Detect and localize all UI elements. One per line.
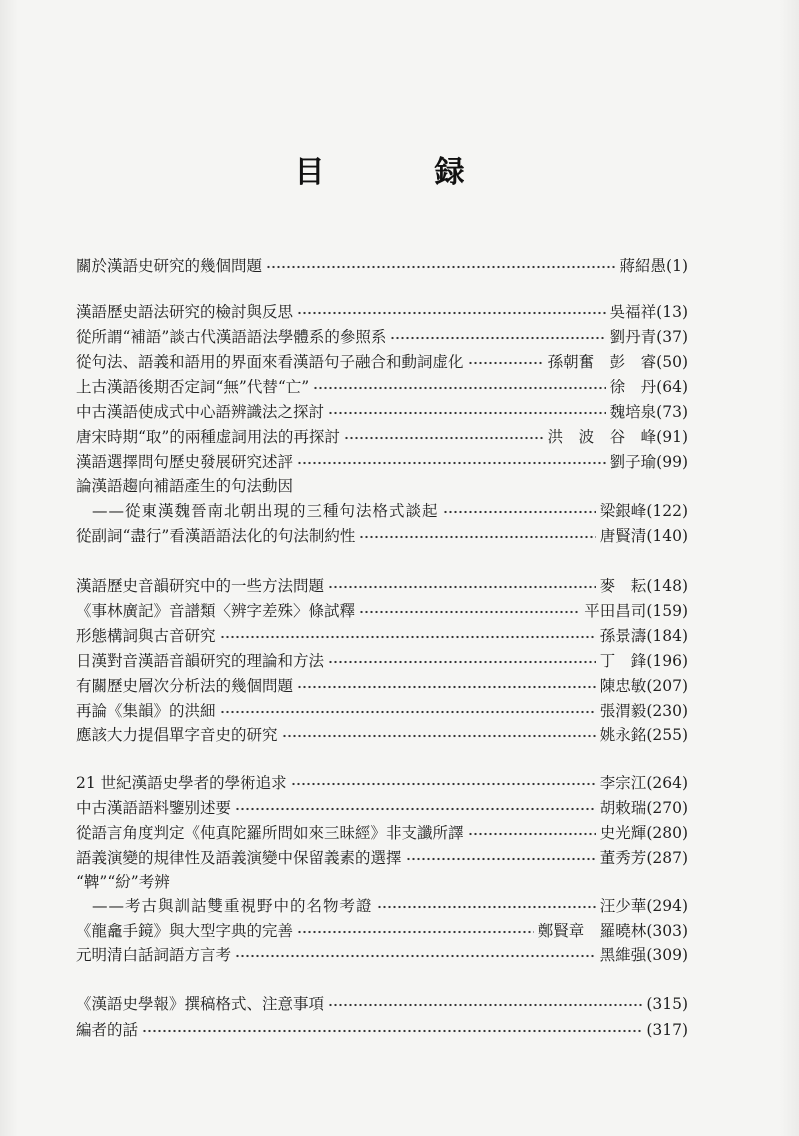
entry-title: 唐宋時期“取”的兩種虚詞用法的再探討 [76,428,340,446]
entry-title: 漢語選擇問句歷史發展研究述評 [76,453,294,471]
dot-leader [406,856,596,862]
dot-leader [297,310,606,316]
entry-author: 孫朝奮 彭 睿 [547,353,657,371]
dot-leader [297,929,534,935]
toc-entry[interactable] [76,647,688,671]
entry-author: 董秀芳 [599,849,647,867]
entry-author: 劉丹青 [609,328,657,346]
entry-author: 唐賢清 [599,527,647,545]
entry-title: 日漢對音漢語音韻研究的理論和方法 [76,652,325,670]
entry-subtitle: ——考古與訓詁雙重視野中的名物考證 [92,897,373,915]
entry-page: (64) [656,378,688,396]
entry-author: 吳福祥 [609,303,657,321]
entry-page: (309) [646,946,688,964]
dot-leader [282,733,596,739]
entry-page: (99) [656,453,688,471]
dot-leader [266,264,616,270]
entry-title: 《龍龕手鏡》與大型字典的完善 [76,922,294,940]
entry-subtitle: ——從東漢魏晉南北朝出現的三種句法格式談起 [92,502,439,520]
entry-title: 中古漢語語料鑒别述要 [76,799,232,817]
entry-author: 魏培泉 [609,403,657,421]
dot-leader [297,460,606,466]
dot-leader [443,509,596,515]
entry-title: 應該大力提倡單字音史的研究 [76,726,278,744]
entry-page: (140) [646,527,688,545]
dot-leader [468,831,596,837]
entry-author: 鄭賢章 羅曉林 [537,922,647,940]
entry-page: (207) [646,677,688,695]
entry-title: 從所謂“補語”談古代漢語語法學體系的參照系 [76,328,387,346]
toc-entry[interactable] [76,423,688,447]
toc-entry[interactable] [76,769,688,793]
dot-leader [344,435,544,441]
toc-entry[interactable] [76,990,688,1014]
dot-leader [235,806,596,812]
entry-title: 上古漢語後期否定詞“無”代替“亡” [76,378,310,396]
entry-title: 從語言角度判定《伅真陀羅所問如來三昧經》非支讖所譯 [76,824,464,842]
toc-entry[interactable] [76,472,688,496]
entry-author: 史光輝 [599,824,647,842]
entry-page: (50) [656,353,688,371]
entry-author: 洪 波 谷 峰 [547,428,657,446]
toc-entry[interactable] [76,572,688,596]
entry-title: 語義演變的規律性及語義演變中保留義素的選擇 [76,849,402,867]
entry-author: 平田昌司 [584,602,647,620]
toc-entry[interactable] [76,398,688,422]
toc-entry[interactable] [76,373,688,397]
dot-leader [359,534,595,540]
entry-page: (294) [646,897,688,915]
toc-entry[interactable] [76,941,688,965]
entry-author: 丁 鋒 [599,652,647,670]
entry-title: 元明清白話詞語方言考 [76,946,232,964]
toc-entry[interactable] [76,917,688,941]
entry-title: 中古漢語使成式中心語辨識法之探討 [76,403,325,421]
entry-page: (13) [656,303,688,321]
dot-leader [468,360,544,366]
entry-page: (303) [646,922,688,940]
entry-author: 麥 耘 [599,577,647,595]
entry-page: (184) [646,627,688,645]
entry-page: (317) [646,1021,688,1039]
entry-page: (264) [646,774,688,792]
entry-author: 汪少華 [599,897,647,915]
entry-author: 劉子瑜 [609,453,657,471]
dot-leader [359,609,580,615]
entry-title: 再論《集韻》的洪細 [76,702,216,720]
entry-title: 漢語歷史音韻研究中的一些方法問題 [76,577,325,595]
entry-author: 黑維强 [599,946,647,964]
dot-leader [142,1028,642,1034]
entry-author: 梁銀峰 [599,502,647,520]
entry-author: 胡敕瑞 [599,799,647,817]
entry-author: 張渭毅 [599,702,647,720]
dot-leader [390,335,605,341]
entry-author: 陳忠敏 [599,677,647,695]
entry-title: 形態構詞與古音研究 [76,627,216,645]
entry-author: 李宗江 [599,774,647,792]
dot-leader [297,684,596,690]
entry-title: 從副詞“盡行”看漢語語法化的句法制約性 [76,527,356,545]
toc-entry[interactable] [76,622,688,646]
toc-entry[interactable] [76,672,688,696]
toc-entry[interactable] [76,597,688,621]
entry-page: (230) [646,702,688,720]
entry-page: (91) [656,428,688,446]
dot-leader [328,659,596,665]
dot-leader [235,953,596,959]
toc-entry[interactable] [76,868,688,892]
entry-page: (315) [646,995,688,1013]
entry-author: 姚永銘 [599,726,647,744]
entry-title: 編者的話 [76,1021,139,1039]
entry-title: 論漢語趨向補語產生的句法動因 [76,477,294,495]
toc-entry[interactable] [76,298,688,322]
dot-leader [291,781,596,787]
entry-page: (287) [646,849,688,867]
entry-title: 21 世紀漢語史學者的學術追求 [76,774,287,792]
toc-entry[interactable] [76,323,688,347]
entry-page: (122) [646,502,688,520]
toc-entry[interactable] [76,819,688,843]
entry-page: (255) [646,726,688,744]
dot-leader [220,709,596,715]
dot-leader [377,904,596,910]
entry-page: (280) [646,824,688,842]
dot-leader [328,584,596,590]
entry-page: (159) [646,602,688,620]
entry-page: (1) [666,257,688,275]
entry-title: 漢語歷史語法研究的檢討與反思 [76,303,294,321]
dot-leader [328,1002,642,1008]
toc-entry[interactable] [76,721,688,745]
toc-entry-subtitle[interactable] [92,892,688,916]
dot-leader [313,385,605,391]
entry-title: 有關歷史層次分析法的幾個問題 [76,677,294,695]
entry-title: 關於漢語史研究的幾個問題 [76,257,263,275]
toc-entry[interactable] [76,697,688,721]
dot-leader [328,410,606,416]
entry-author: 孫景濤 [599,627,647,645]
entry-title: “鞞”“紛”考辨 [76,873,170,891]
entry-page: (73) [656,403,688,421]
entry-page: (148) [646,577,688,595]
toc-entry-subtitle[interactable] [92,497,688,521]
toc-entry[interactable] [76,252,688,276]
entry-title: 從句法、語義和語用的界面來看漢語句子融合和動詞虚化 [76,353,464,371]
entry-page: (270) [646,799,688,817]
toc-entry[interactable] [76,448,688,472]
entry-title: 《事林廣記》音譜類〈辨字差殊〉條試釋 [76,602,356,620]
toc-entry[interactable] [76,844,688,868]
entry-author: 徐 丹 [609,378,657,396]
toc-entry[interactable] [76,1016,688,1040]
entry-author: 蔣紹愚 [619,257,667,275]
toc-entry[interactable] [76,348,688,372]
toc-entry[interactable] [76,794,688,818]
dot-leader [220,634,596,640]
entry-title: 《漢語史學報》撰稿格式、注意事項 [76,995,325,1013]
page-title: 目 録 [294,155,505,190]
entry-page: (37) [656,328,688,346]
toc-entry[interactable] [76,522,688,546]
entry-page: (196) [646,652,688,670]
